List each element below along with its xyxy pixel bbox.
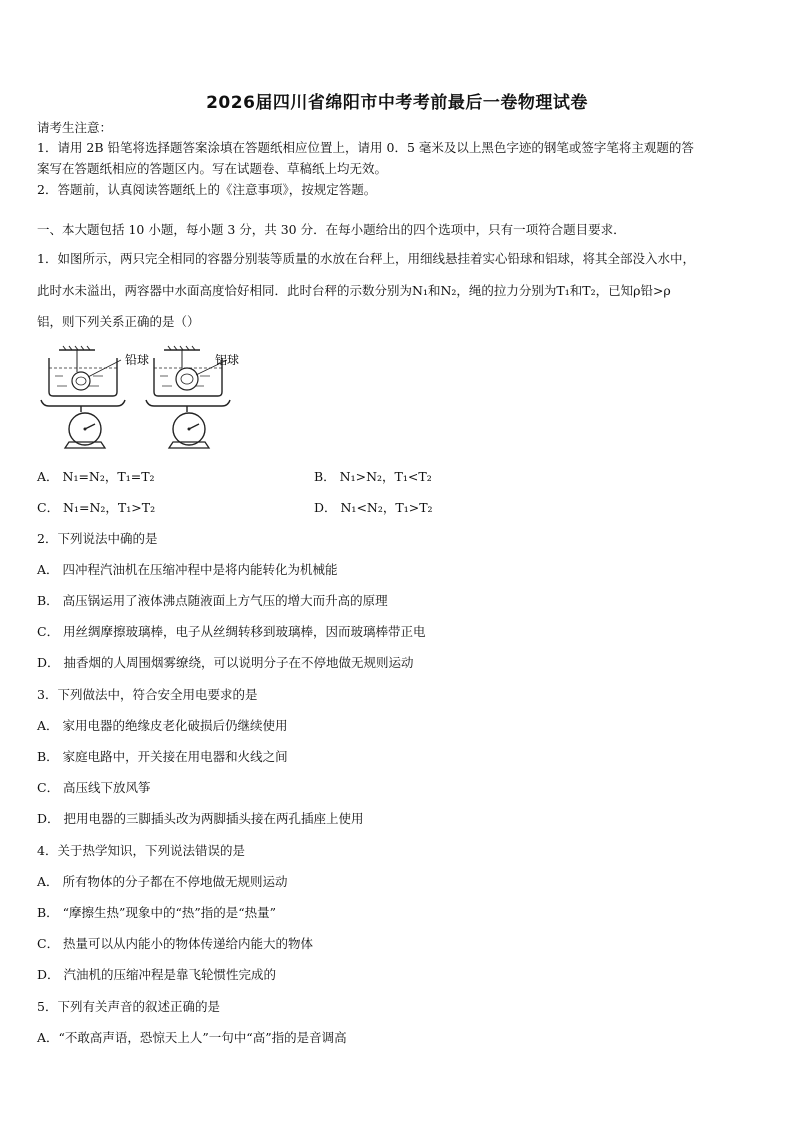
q1-diagram [37,344,247,456]
label-aluminum-ball: 铝球 [215,353,240,367]
q3-option-a[interactable]: A． 家用电器的绝缘皮老化破损后仍继续使用 [37,718,288,733]
q5-stem: 5．下列有关声音的叙述正确的是 [37,999,220,1014]
q1-option-d[interactable]: D． N₁<N₂，T₁>T₂ [314,500,433,515]
q1-option-b[interactable]: B． N₁>N₂，T₁<T₂ [314,469,432,484]
page-title: 2026届四川省绵阳市中考考前最后一卷物理试卷 [206,93,588,113]
q3-option-b[interactable]: B． 家庭电路中，开关接在用电器和火线之间 [37,749,288,764]
q5-option-a[interactable]: A．“不敢高声语，恐惊天上人”一句中“高”指的是音调高 [37,1030,347,1045]
q1-option-a[interactable]: A． N₁=N₂，T₁=T₂ [37,469,155,484]
q2-option-c[interactable]: C． 用丝绸摩擦玻璃棒，电子从丝绸转移到玻璃棒，因而玻璃棒带正电 [37,624,426,639]
q1-stem-line-3: 铝，则下列关系正确的是（） [37,314,200,329]
notice-item-1-line-2: 案写在答题纸相应的答题区内。写在试题卷、草稿纸上均无效。 [37,161,388,176]
q2-option-d[interactable]: D． 抽香烟的人周围烟雾缭绕，可以说明分子在不停地做无规则运动 [37,655,414,670]
label-lead-ball: 铅球 [125,353,150,367]
notice-item-2: 2．答题前，认真阅读答题纸上的《注意事项》，按规定答题。 [37,182,377,197]
left-container-scale [41,346,125,448]
q4-option-b[interactable]: B． “摩擦生热”现象中的“热”指的是“热量” [37,905,277,920]
notice-heading: 请考生注意： [37,120,113,135]
q4-stem: 4．关于热学知识，下列说法错误的是 [37,843,245,858]
q3-stem: 3．下列做法中，符合安全用电要求的是 [37,687,258,702]
notice-item-1-line-1: 1．请用 2B 铅笔将选择题答案涂填在答题纸相应位置上，请用 0．5 毫米及以上黑色字迹的钢笔或签字笔将主观题的答 [37,140,694,155]
q1-option-c[interactable]: C． N₁=N₂，T₁>T₂ [37,500,156,515]
q2-stem: 2．下列说法中确的是 [37,531,158,546]
q3-option-d[interactable]: D． 把用电器的三脚插头改为两脚插头接在两孔插座上使用 [37,811,364,826]
section-heading: 一、本大题包括 10 小题，每小题 3 分，共 30 分．在每小题给出的四个选项中，只有一项符合题目要求． [37,222,626,237]
q4-option-c[interactable]: C． 热量可以从内能小的物体传递给内能大的物体 [37,936,314,951]
q4-option-a[interactable]: A． 所有物体的分子都在不停地做无规则运动 [37,874,288,889]
q2-option-b[interactable]: B． 高压锅运用了液体沸点随液面上方气压的增大而升高的原理 [37,593,388,608]
q4-option-d[interactable]: D． 汽油机的压缩冲程是靠飞轮惯性完成的 [37,967,276,982]
q3-option-c[interactable]: C． 高压线下放风筝 [37,780,151,795]
q1-stem-line-1: 1．如图所示，两只完全相同的容器分别装等质量的水放在台秤上，用细线悬挂着实心铅球和铝球，将其全部没入水中， [37,251,695,266]
q1-stem-line-2: 此时水未溢出，两容器中水面高度恰好相同．此时台秤的示数分别为N₁和N₂，绳的拉力分别为T₁和T₂，已知ρ铅>ρ [37,283,671,298]
q2-option-a[interactable]: A． 四冲程汽油机在压缩冲程中是将内能转化为机械能 [37,562,338,577]
